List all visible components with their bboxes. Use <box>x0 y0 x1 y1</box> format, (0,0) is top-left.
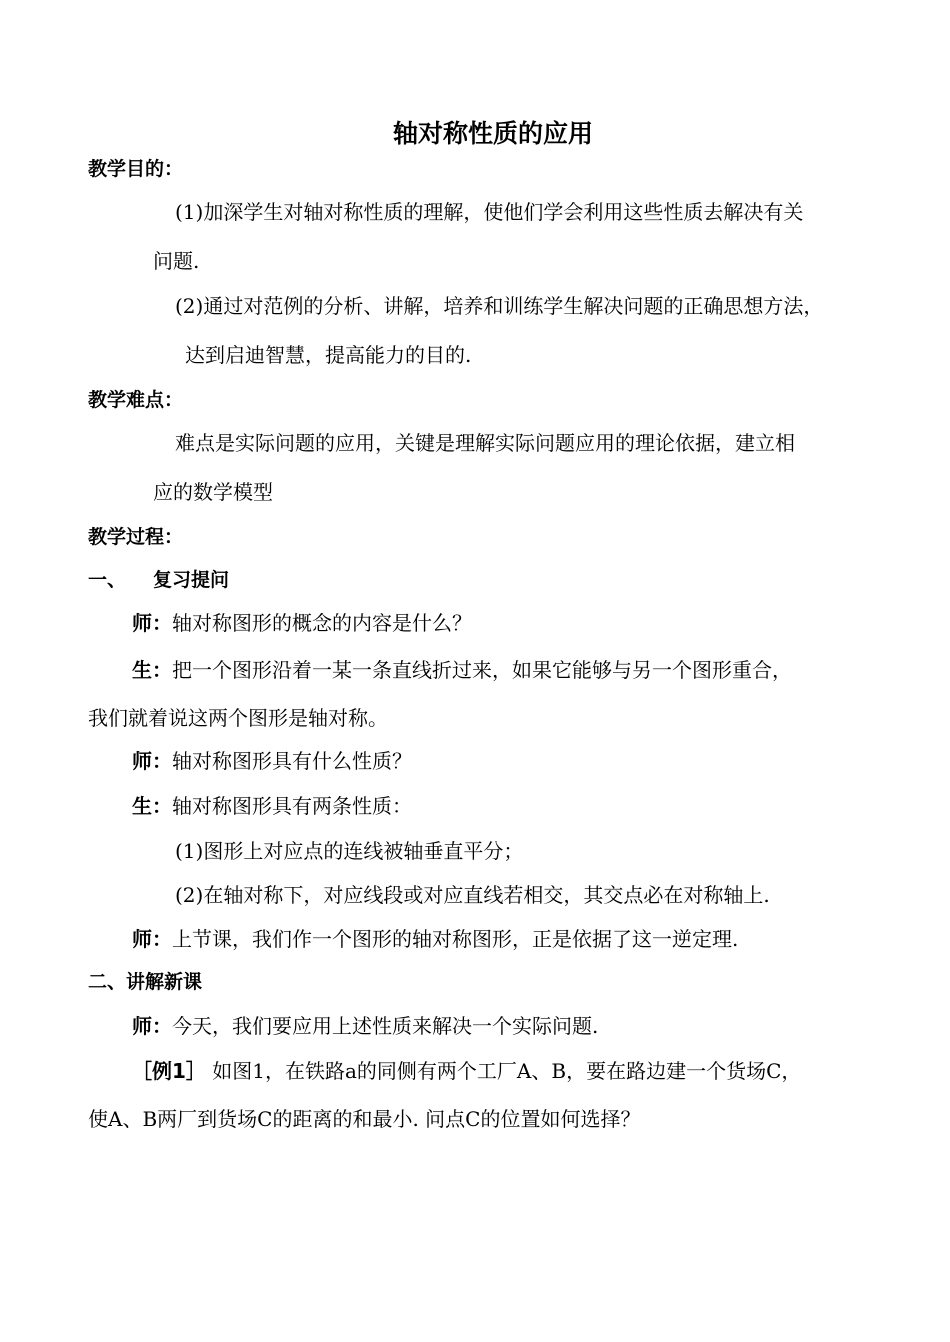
dialogue-text: 轴对称图形具有什么性质？ <box>172 749 412 773</box>
objective-2-line-2: 达到启迪智慧，提高能力的目的. <box>185 343 472 367</box>
property-1: (1)图形上对应点的连线被轴垂直平分； <box>175 839 524 863</box>
dialogue-text: 轴对称图形的概念的内容是什么？ <box>172 611 472 635</box>
dialogue-text: 今天，我们要应用上述性质来解决一个实际问题. <box>172 1014 599 1038</box>
dialogue-text: 把一个图形沿着一某一条直线折过来，如果它能够与另一个图形重合， <box>172 658 792 682</box>
speaker-teacher: 师： <box>132 927 172 951</box>
dialogue-text: 上节课，我们作一个图形的轴对称图形，正是依据了这一逆定理. <box>172 927 739 951</box>
process-heading: 教学过程： <box>88 526 184 548</box>
objective-1-line-1: (1)加深学生对轴对称性质的理解，使他们学会利用这些性质去解决有关 <box>175 200 804 224</box>
section-2-title: 二、讲解新课 <box>88 971 203 993</box>
dialogue-1 <box>132 610 472 636</box>
dialogue-4 <box>132 793 412 819</box>
objective-2-line-1: (2)通过对范例的分析、讲解，培养和训练学生解决问题的正确思想方法， <box>175 294 824 318</box>
example-1 <box>132 1058 801 1084</box>
dialogue-text: 轴对称图形具有两条性质： <box>172 794 412 818</box>
difficulty-line-2: 应的数学模型 <box>153 480 273 504</box>
difficulty-line-1: 难点是实际问题的应用，关键是理解实际问题应用的理论依据，建立相 <box>175 431 795 455</box>
speaker-student: 生： <box>132 658 172 682</box>
speaker-teacher: 师： <box>132 749 172 773</box>
difficulty-heading: 教学难点： <box>88 389 184 411</box>
example-text: 如图1，在铁路a的同侧有两个工厂A、B，要在路边建一个货场C， <box>212 1059 802 1083</box>
dialogue-2 <box>132 657 792 683</box>
dialogue-5 <box>132 926 738 952</box>
page-title: 轴对称性质的应用 <box>393 119 594 148</box>
example-label: ［例1］ <box>132 1059 206 1083</box>
speaker-student: 生： <box>132 794 172 818</box>
property-2: (2)在轴对称下，对应线段或对应直线若相交，其交点必在对称轴上. <box>175 883 770 907</box>
section-1-title: 复习提问 <box>153 569 230 591</box>
objective-1-line-2: 问题. <box>153 249 200 273</box>
objectives-heading: 教学目的： <box>88 158 184 180</box>
speaker-teacher: 师： <box>132 1014 172 1038</box>
speaker-teacher: 师： <box>132 611 172 635</box>
section-1-number: 一、 <box>88 569 127 591</box>
dialogue-2-continuation: 我们就着说这两个图形是轴对称。 <box>88 706 388 730</box>
dialogue-6 <box>132 1013 598 1039</box>
example-1-line-2: 使A、B两厂到货场C的距离的和最小. 问点C的位置如何选择？ <box>88 1107 641 1131</box>
dialogue-3 <box>132 748 412 774</box>
